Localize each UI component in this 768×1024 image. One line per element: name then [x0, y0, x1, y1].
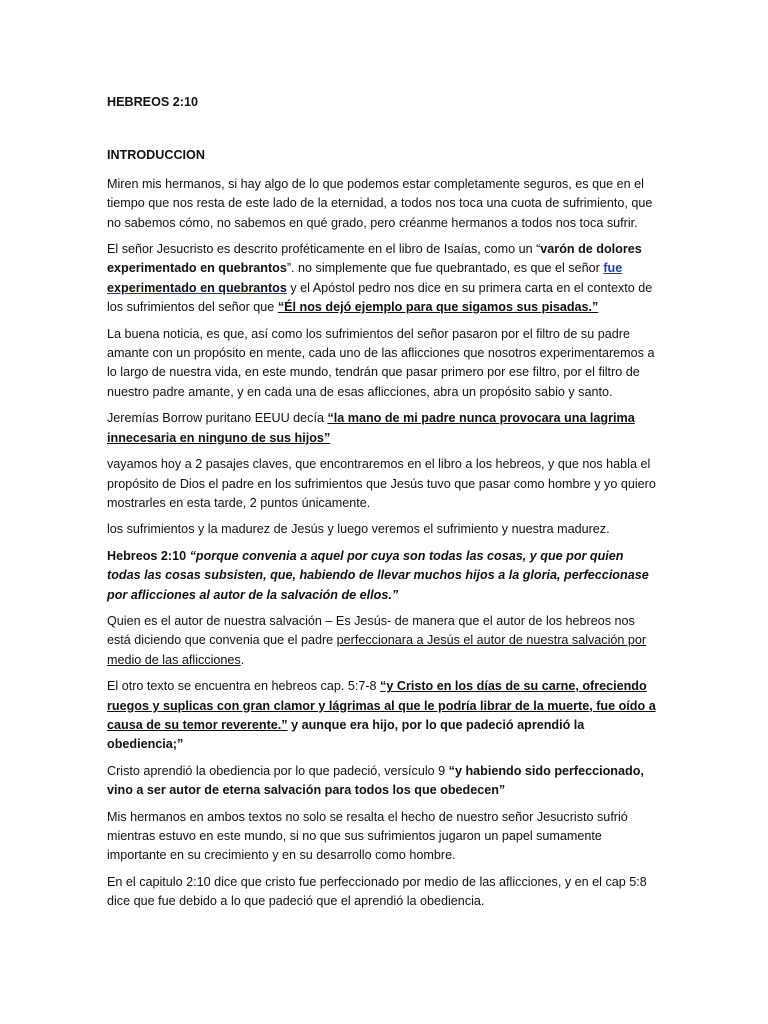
paragraph-9 — [107, 677, 659, 755]
paragraph-10-text: Cristo aprendió la obediencia por lo que padeció, versículo 9 — [107, 763, 449, 778]
paragraph-9-quote: “y Cristo en los días de su carne, ofreciendo ruegos y suplicas con gran clamor y lágrimas al que le podría librar de la muerte, fue oído a causa de su temor reverente.” — [107, 679, 656, 732]
paragraph-4 — [107, 409, 659, 448]
section-heading: INTRODUCCION — [107, 148, 205, 163]
paragraph-8-underlined: perfeccionara a Jesús el autor de nuestra salvación por medio de las aflicciones — [107, 633, 647, 667]
paragraph-2-text-c: ”. no simplemente que fue quebrantado, es que el señor — [286, 261, 604, 276]
paragraph-11: Mis hermanos en ambos textos no solo se resalta el hecho de nuestro señor Jesucristo sufrió mientras estuvo en este mundo, si no que sus sufrimientos jugaron un papel sumamente importante en su crecimiento y en su desarrollo como hombre. — [107, 809, 628, 863]
paragraph-2-link-rest: experimentado en quebrantos — [107, 280, 287, 295]
paragraph-2-link-word: fue — [603, 261, 623, 276]
paragraph-6: los sufrimientos y la madurez de Jesús y luego veremos el sufrimiento y nuestra madurez. — [107, 522, 610, 537]
paragraph-2-text-e: y el Apóstol pedro nos dice en su primera carta en el contexto de los sufrimientos del señor que — [107, 280, 653, 315]
paragraph-2-bold-phrase: varón de dolores experimentado en quebrantos — [107, 242, 642, 276]
paragraph-2 — [107, 240, 659, 318]
paragraph-4-quote: “la mano de mi padre nunca provocara una lagrima innecesaria en ninguno de sus hijos” — [107, 411, 635, 445]
paragraph-9-text: El otro texto se encuentra en hebreos cap. 5:7-8 — [107, 679, 381, 694]
paragraph-2-quote: “Él nos dejó ejemplo para que sigamos sus pisadas.” — [277, 300, 599, 315]
paragraph-10 — [107, 762, 659, 801]
paragraph-8 — [107, 612, 659, 670]
paragraph-10-quote: “y habiendo sido perfeccionado, vino a ser autor de eterna salvación para todos los que obedecen” — [107, 763, 644, 798]
paragraph-3: La buena noticia, es que, así como los sufrimientos del señor pasaron por el filtro de su padre amante con un propósito en mente, cada uno de las aflicciones que nosotros experimentaremos a lo largo de nuestra vida, en este mundo, tendrán que pasar primero por ese filtro, por el filtro de nuestro padre amante, y en cada una de esas aflicciones, abra un propósito sabio y santo. — [107, 326, 655, 399]
document-body — [107, 93, 659, 919]
paragraph-8-text: Quien es el autor de nuestra salvación – Es Jesús- de manera que el autor de los hebreos nos está diciendo que convenia que el padre — [107, 613, 635, 648]
paragraph-4-text: Jeremías Borrow puritano EEUU decía — [107, 411, 328, 426]
paragraph-1: Miren mis hermanos, si hay algo de lo que podemos estar completamente seguros, es que en el tiempo que nos resta de este lado de la eternidad, a todos nos toca una cuota de sufrimiento, que no sabemos cómo, no sabemos en qué grado, pero créanme hermanos a todos nos toca sufrir. — [107, 176, 653, 230]
paragraph-8-end: . — [240, 652, 245, 667]
paragraph-9-tail: y aunque era hijo, por lo que padeció aprendió la obediencia;” — [107, 717, 585, 752]
paragraph-7-quote: “porque convenia a aquel por cuya son todas las cosas, y que por quien todas las cosas subsisten, que, habiendo de llevar muchos hijos a la gloria, perfeccionase por aflicciones al autor de la salvación de ellos.” — [107, 548, 649, 602]
paragraph-2-text-a: El señor Jesucristo es descrito proféticamente en el libro de Isaías, como un “ — [107, 242, 541, 257]
paragraph-12: En el capitulo 2:10 dice que cristo fue perfeccionado por medio de las aflicciones, y en el cap 5:8 dice que fue debido a lo que padeció que el aprendió la obediencia. — [107, 874, 647, 909]
paragraph-7-reference: Hebreos 2:10 — [107, 548, 190, 563]
document-title: HEBREOS 2:10 — [107, 95, 198, 109]
paragraph-5: vayamos hoy a 2 pasajes claves, que encontraremos en el libro a los hebreos, y que nos habla el propósito de Dios el padre en los sufrimientos que Jesús tuvo que pasar como hombre y yo quiero mostrarles en esta tarde, 2 puntos únicamente. — [107, 457, 656, 510]
paragraph-7 — [107, 547, 659, 605]
